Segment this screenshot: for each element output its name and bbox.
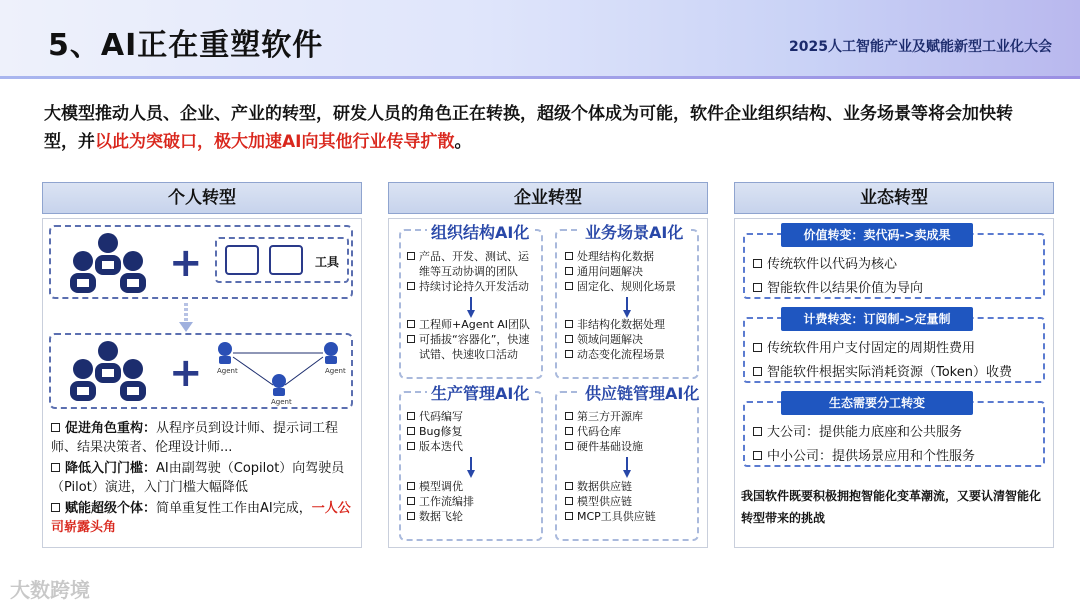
quad-list-after: 非结构化数据处理 领域问题解决 动态变化流程场景 xyxy=(565,317,695,362)
quad-list-after: 工程师+Agent AI团队 可插拔“容器化”，快速试错、快速收口活动 xyxy=(407,317,539,362)
column-personal-body xyxy=(42,218,362,548)
quad-title: 组织结构AI化 xyxy=(427,220,533,243)
group-item: 中小公司：提供场景应用和个性服务 xyxy=(753,445,975,464)
group-item: 智能软件根据实际消耗资源（Token）收费 xyxy=(753,361,1012,380)
watermark-logo: 大数跨境 xyxy=(10,578,90,602)
agent-label: Agent xyxy=(271,398,292,406)
industry-footer: 我国软件既要积极拥抱智能化变革潮流，又要认清智能化转型带来的挑战 xyxy=(741,489,1042,525)
group-pill: 生态需要分工转变 xyxy=(781,391,973,415)
page-title: 5、AI正在重塑软件 xyxy=(48,28,324,63)
quad-list-before: 处理结构化数据 通用问题解决 固定化、规则化场景 xyxy=(565,249,695,294)
quad-list-before: 代码编写 Bug修复 版本迭代 xyxy=(407,409,539,454)
plus-icon: + xyxy=(169,240,203,286)
arrow-down-icon xyxy=(467,297,475,319)
quad-list-before: 产品、开发、测试、运维等互动协调的团队 持续讨论持久开发活动 xyxy=(407,249,539,294)
quad-title: 供应链管理AI化 xyxy=(581,381,703,404)
column-personal-header: 个人转型 xyxy=(42,182,362,214)
column-industry-body xyxy=(734,218,1054,548)
personal-item: 促进角色重构：从程序员到设计师、提示词工程师、结果决策者、伦理设计师... xyxy=(51,421,339,455)
developers-icon xyxy=(63,229,153,297)
group-item: 智能软件以结果价值为导向 xyxy=(753,277,923,296)
checkbox-icon xyxy=(51,463,60,472)
plus-icon-2: + xyxy=(169,350,203,396)
tools-label: 工具 xyxy=(315,255,340,269)
intro-highlight: 以此为突破口，极大加速AI向其他行业传导扩散 xyxy=(95,132,455,152)
intro-end: 。 xyxy=(454,132,472,152)
checkbox-icon xyxy=(51,503,60,512)
column-personal xyxy=(42,182,362,535)
intro-text: 大模型推动人员、企业、产业的转型，研发人员的角色正在转换，超级个体成为可能，软件企业组织结构、业务场景等将会加快转型，并 xyxy=(44,104,1013,152)
checkbox-icon xyxy=(51,423,60,432)
chart-monitor-icon xyxy=(269,245,303,275)
agent-label: Agent xyxy=(217,367,238,375)
group-item: 传统软件以代码为核心 xyxy=(753,253,897,272)
group-pill: 价值转变：卖代码->卖成果 xyxy=(781,223,973,247)
quad-list-after: 数据供应链 模型供应链 MCP工具供应链 xyxy=(565,479,695,524)
conference-name: 2025人工智能产业及赋能新型工业化大会 xyxy=(789,39,1052,55)
intro-paragraph xyxy=(44,100,1044,156)
header-divider xyxy=(0,76,1080,79)
arrow-down-icon xyxy=(623,297,631,319)
group-item: 传统软件用户支付固定的周期性费用 xyxy=(753,337,975,356)
personal-item: 降低入门门槛：AI由副驾驶（Copilot）向驾驶员（Pilot）演进，入门门槛大幅降低 xyxy=(51,461,345,495)
developers-icon-2 xyxy=(63,337,153,405)
arrow-down-icon xyxy=(179,303,193,333)
quad-title: 生产管理AI化 xyxy=(427,381,533,404)
agent-label: Agent xyxy=(325,367,346,375)
column-enterprise-body xyxy=(388,218,708,548)
column-industry xyxy=(734,182,1054,525)
quad-list-after: 模型调优 工作流编排 数据飞轮 xyxy=(407,479,539,524)
quad-title: 业务场景AI化 xyxy=(581,220,687,243)
arrow-down-icon xyxy=(623,457,631,479)
group-item: 大公司：提供能力底座和公共服务 xyxy=(753,421,962,440)
quad-list-before: 第三方开源库 代码仓库 硬件基础设施 xyxy=(565,409,695,454)
column-enterprise-header: 企业转型 xyxy=(388,182,708,214)
personal-item: 赋能超级个体：简单重复性工作由AI完成，一人公司崭露头角 xyxy=(51,501,351,535)
group-pill: 计费转变：订阅制->定量制 xyxy=(781,307,973,331)
column-enterprise xyxy=(388,182,708,523)
arrow-down-icon xyxy=(467,457,475,479)
monitor-gear-icon xyxy=(225,245,259,275)
column-industry-header: 业态转型 xyxy=(734,182,1054,214)
